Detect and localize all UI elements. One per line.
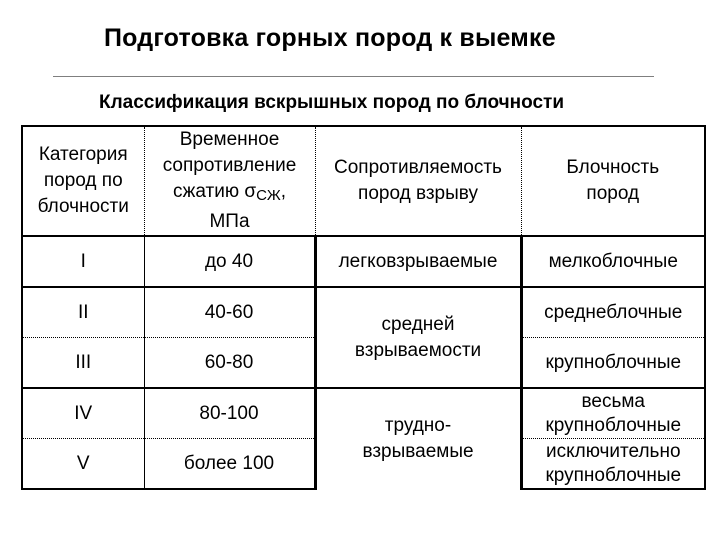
table-row — [22, 236, 705, 287]
blastability-cell: средней взрываемости — [315, 287, 521, 388]
strength-cell: 40-60 — [144, 287, 315, 338]
category-cell: V — [22, 439, 144, 490]
blockiness-cell: исключительно крупноблочные — [521, 439, 705, 490]
header-strength-subscript: СЖ — [256, 187, 281, 204]
header-strength-comma: , — [280, 181, 287, 202]
category-cell: IV — [22, 388, 144, 439]
table-title: Классификация вскрышных пород по блочности — [99, 92, 565, 113]
strength-cell: 60-80 — [144, 338, 315, 389]
header-strength-unit: МПа — [209, 211, 250, 232]
header-strength-label: Временное сопротивление сжатию σ — [162, 129, 297, 202]
category-cell: I — [22, 236, 144, 287]
strength-cell: до 40 — [144, 236, 315, 287]
header-category: Категория пород по блочности — [22, 126, 144, 236]
blockiness-cell: крупноблочные — [521, 338, 705, 389]
blockiness-cell: мелкоблочные — [521, 236, 705, 287]
category-cell: III — [22, 338, 144, 389]
table-row — [22, 287, 705, 338]
category-cell: II — [22, 287, 144, 338]
header-blastability: Сопротивляемость пород взрыву — [315, 126, 521, 236]
header-blockiness: Блочность пород — [521, 126, 705, 236]
slide-title: Подготовка горных пород к выемке — [104, 24, 556, 52]
blastability-cell: легковзрываемые — [315, 236, 521, 287]
strength-cell: 80-100 — [144, 388, 315, 439]
blastability-cell: трудно- взрываемые — [315, 388, 521, 489]
table-row — [22, 388, 705, 439]
blockiness-cell: среднеблочные — [521, 287, 705, 338]
classification-table — [21, 125, 706, 490]
header-strength — [144, 126, 315, 236]
strength-cell: более 100 — [144, 439, 315, 490]
title-divider — [53, 76, 654, 77]
blockiness-cell: весьма крупноблочные — [521, 388, 705, 439]
header-row — [22, 126, 705, 236]
